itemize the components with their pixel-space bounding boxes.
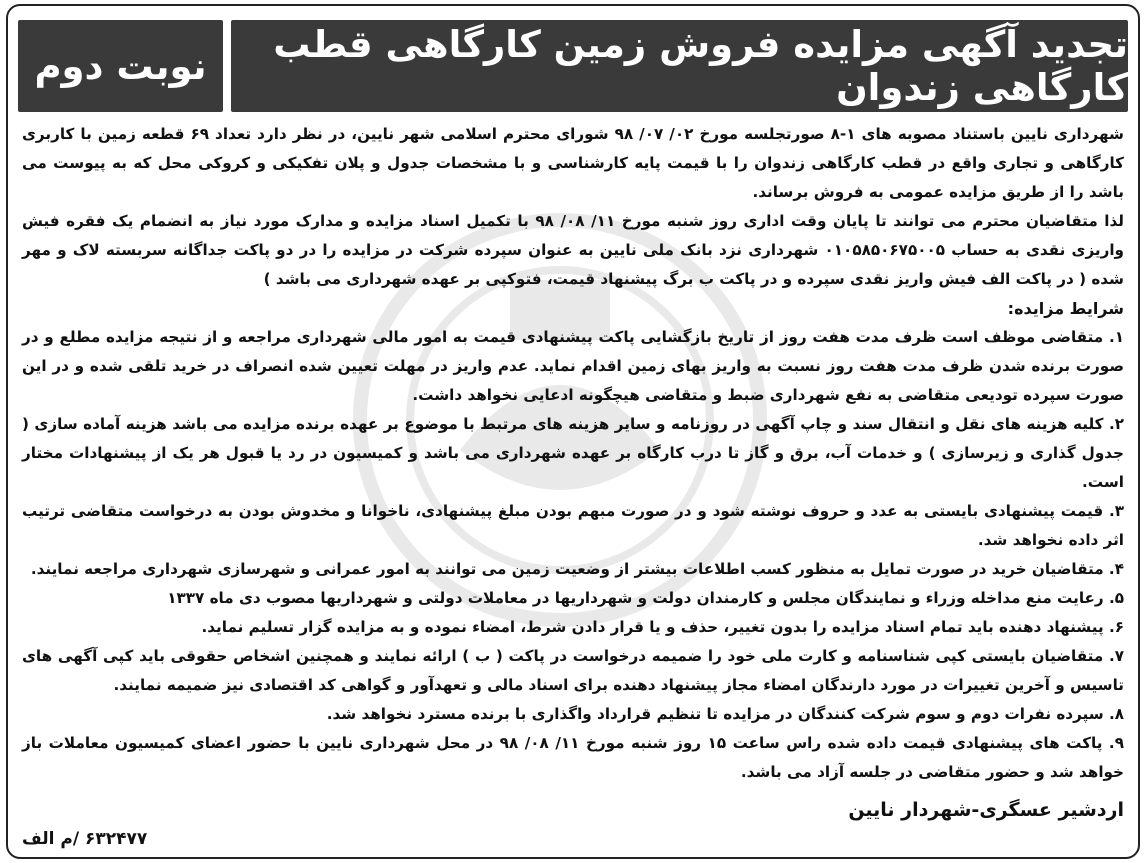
ad-body bbox=[22, 120, 1124, 787]
intro-paragraph-2: لذا متقاضیان محترم می توانند تا پایان وقت اداری روز شنبه مورخ ۱۱/ ۰۸/ ۹۸ با تکمیل اسناد مزایده و مدارک مورد نیاز به انضمام یک فقره فیش واریزی نقدی به حساب ۰۱۰۵۸۵۰۶۷۵۰۰۵ شهرداری نزد بانک ملی نایین به عنوان سپرده شرکت در مزایده را در دو پاکت جداگانه سربسته لاک و مهر شده ( در پاکت الف فیش واریز نقدی سپرده و در پاکت ب برگ پیشنهاد قیمت، فتوکپی بر عهده شهرداری می باشد ) bbox=[22, 212, 1124, 288]
signer-name: اردشیر عسگری-شهردار نایین bbox=[848, 799, 1124, 821]
condition-item-7: ۷. متقاضیان بایستی کپی شناسنامه و کارت ملی خود را ضمیمه درخواست در پاکت ( ب ) ارائه نمایند و همچنین اشخاص حقوقی باید کپی آگهی های تاسیس و آخرین تغییرات در مورد دارندگان امضاء مجاز پیشنهاد دهنده برای اسناد مالی و تعهدآور و گواهی کد اقتصادی نیز ضمیمه نمایند. bbox=[22, 647, 1124, 694]
condition-item-8: ۸. سپرده نفرات دوم و سوم شرکت کنندگان در مزایده تا تنظیم قرارداد واگذاری با برنده مسترد نخواهد شد. bbox=[326, 705, 1124, 723]
condition-item-1: ۱. متقاضی موظف است ظرف مدت هفت روز از تاریخ بازگشایی پاکت پیشنهادی قیمت به امور مالی شهرداری مراجعه و از نتیجه مزایده مطلع و در صورت برنده شدن ظرف مدت هفت روز نسبت به واریز بهای زمین اقدام نماید. عدم واریز در مهلت تعیین شده انصراف در خرید تلقی شده و در این صورت سپرده تودیعی متقاضی به نفع شهرداری ضبط و متقاضی هیچگونه ادعایی نخواهد داشت. bbox=[22, 328, 1124, 404]
round-badge: نوبت دوم bbox=[18, 20, 223, 112]
ad-title: تجدید آگهی مزایده فروش زمین کارگاهی قطب کارگاهی زندوان bbox=[231, 20, 1128, 112]
conditions-heading: شرایط مزایده: bbox=[1007, 299, 1124, 318]
condition-item-4: ۴. متقاضیان خرید در صورت تمایل به منظور کسب اطلاعات بیشتر از وضعیت زمین می توانند به امور عمرانی و شهرسازی شهرداری مراجعه نمایند. bbox=[30, 560, 1124, 578]
header-bar bbox=[18, 20, 1128, 112]
ad-code: ۶۳۲۴۷۷ /م الف bbox=[22, 829, 148, 849]
condition-item-5: ۵. رعایت منع مداخله وزراء و نمایندگان مجلس و کارمندان دولت و شهرداریها در معاملات دولتی و شهرداریها مصوب دی ماه ۱۳۳۷ bbox=[167, 589, 1124, 607]
condition-item-2: ۲. کلیه هزینه های نقل و انتقال سند و چاپ آگهی در روزنامه و سایر هزینه های مرتبط با موضوع بر عهده برنده مزایده می باشد هزینه آماده سازی ( جدول گذاری و زیرسازی ) و خدمات آب، برق و گاز تا درب کارگاه بر عهده شهرداری می باشد و کمیسیون در رد یا قبول هر یک از پیشنهادات مختار است. bbox=[22, 415, 1124, 491]
condition-item-3: ۳. قیمت پیشنهادی بایستی به عدد و حروف نوشته شود و در صورت مبهم بودن مبلغ پیشنهادی، ناخوانا و مخدوش بودن به درخواست متقاضی ترتیب اثر داده نخواهد شد. bbox=[22, 502, 1124, 549]
intro-paragraph-1: شهرداری نایین باستناد مصوبه های ۱-۸ صورتجلسه مورخ ۰۲/ ۰۷/ ۹۸ شورای محترم اسلامی شهر نایین، در نظر دارد تعداد ۶۹ قطعه زمین با کاربری کارگاهی و تجاری واقع در قطب کارگاهی زندوان را با قیمت پایه کارشناسی و با مشخصات جدول و پلان تفکیکی و کروکی محل که به پیوست می باشد را از طریق مزایده عمومی به فروش برساند. bbox=[22, 125, 1124, 201]
condition-item-9: ۹. پاکت های پیشنهادی قیمت داده شده راس ساعت ۱۵ روز شنبه مورخ ۱۱/ ۰۸/ ۹۸ در محل شهرداری نایین با حضور اعضای کمیسیون معاملات باز خواهد شد و حضور متقاضی در جلسه آزاد می باشد. bbox=[22, 734, 1124, 781]
footer bbox=[22, 799, 1124, 849]
condition-item-6: ۶. پیشنهاد دهنده باید تمام اسناد مزایده را بدون تغییر، حذف و یا قرار دادن شرط، امضاء نموده و به مزایده گزار تسلیم نماید. bbox=[201, 618, 1124, 636]
